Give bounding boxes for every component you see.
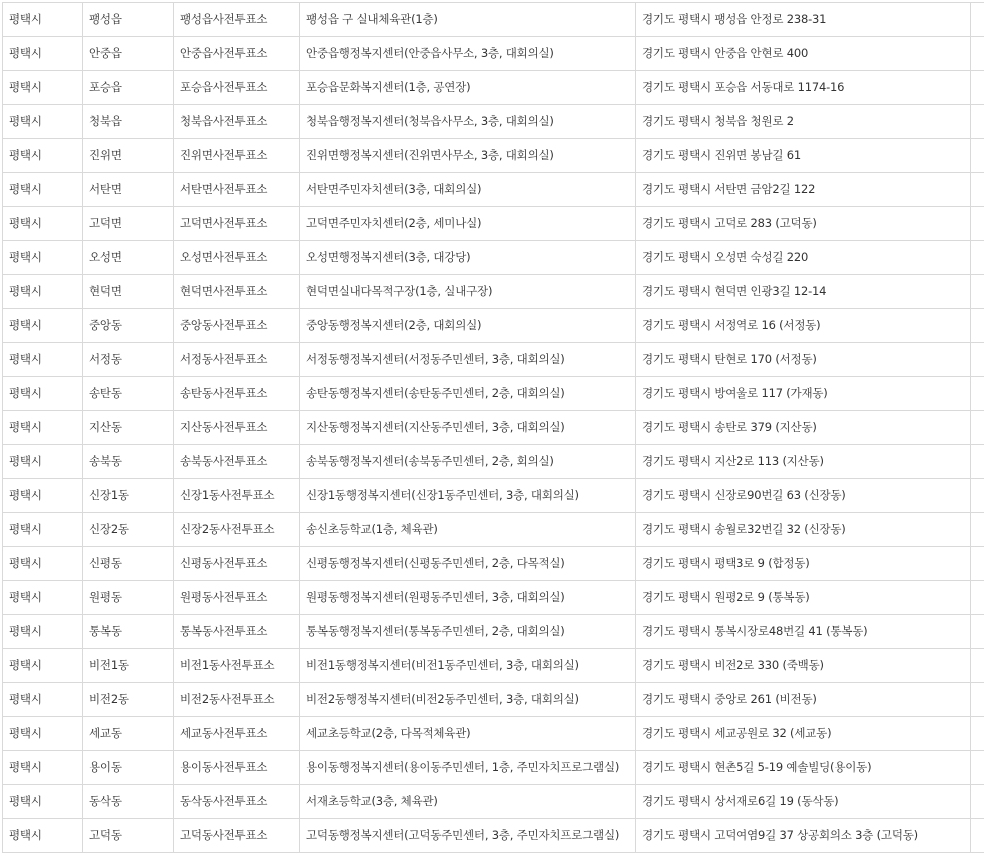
cell-station: 동삭동사전투표소 [174,785,300,819]
cell-city: 평택시 [3,649,83,683]
cell-address: 경기도 평택시 오성면 숙성길 220 [636,241,971,275]
cell-place: 서정동행정복지센터(서정동주민센터, 3층, 대회의실) [300,343,636,377]
cell-city: 평택시 [3,547,83,581]
cell-address: 경기도 평택시 진위면 봉남길 61 [636,139,971,173]
cell-station: 송탄동사전투표소 [174,377,300,411]
cell-city: 평택시 [3,615,83,649]
cell-empty [971,37,984,71]
cell-station: 신장1동사전투표소 [174,479,300,513]
cell-empty [971,343,984,377]
cell-dong: 서정동 [83,343,174,377]
table-row [3,785,984,819]
cell-address: 경기도 평택시 탄현로 170 (서정동) [636,343,971,377]
cell-dong: 팽성읍 [83,3,174,37]
cell-station: 중앙동사전투표소 [174,309,300,343]
cell-dong: 송탄동 [83,377,174,411]
table-row [3,37,984,71]
table-row [3,207,984,241]
cell-dong: 고덕동 [83,819,174,853]
cell-empty [971,649,984,683]
cell-address: 경기도 평택시 송탄로 379 (지산동) [636,411,971,445]
cell-place: 고덕동행정복지센터(고덕동주민센터, 3층, 주민자치프로그램실) [300,819,636,853]
cell-city: 평택시 [3,343,83,377]
cell-dong: 진위면 [83,139,174,173]
cell-city: 평택시 [3,275,83,309]
cell-empty [971,3,984,37]
cell-place: 오성면행정복지센터(3층, 대강당) [300,241,636,275]
cell-place: 원평동행정복지센터(원평동주민센터, 3층, 대회의실) [300,581,636,615]
table-row [3,683,984,717]
table-row [3,275,984,309]
table-row [3,717,984,751]
cell-city: 평택시 [3,3,83,37]
cell-city: 평택시 [3,479,83,513]
cell-empty [971,275,984,309]
cell-place: 진위면행정복지센터(진위면사무소, 3층, 대회의실) [300,139,636,173]
cell-empty [971,71,984,105]
cell-city: 평택시 [3,819,83,853]
cell-station: 고덕동사전투표소 [174,819,300,853]
cell-place: 비전2동행정복지센터(비전2동주민센터, 3층, 대회의실) [300,683,636,717]
cell-station: 세교동사전투표소 [174,717,300,751]
cell-address: 경기도 평택시 포승읍 서동대로 1174-16 [636,71,971,105]
table-row [3,173,984,207]
cell-empty [971,411,984,445]
cell-dong: 청북읍 [83,105,174,139]
cell-station: 원평동사전투표소 [174,581,300,615]
cell-address: 경기도 평택시 서정역로 16 (서정동) [636,309,971,343]
cell-address: 경기도 평택시 방여울로 117 (가재동) [636,377,971,411]
table-row [3,479,984,513]
cell-station: 송북동사전투표소 [174,445,300,479]
cell-address: 경기도 평택시 원평2로 9 (통복동) [636,581,971,615]
cell-address: 경기도 평택시 상서재로6길 19 (동삭동) [636,785,971,819]
cell-empty [971,173,984,207]
cell-empty [971,139,984,173]
cell-station: 오성면사전투표소 [174,241,300,275]
cell-empty [971,581,984,615]
cell-dong: 지산동 [83,411,174,445]
cell-address: 경기도 평택시 청북읍 청원로 2 [636,105,971,139]
cell-empty [971,377,984,411]
cell-station: 지산동사전투표소 [174,411,300,445]
cell-city: 평택시 [3,309,83,343]
cell-place: 안중읍행정복지센터(안중읍사무소, 3층, 대회의실) [300,37,636,71]
cell-place: 신평동행정복지센터(신평동주민센터, 2층, 다목적실) [300,547,636,581]
cell-dong: 신장2동 [83,513,174,547]
cell-city: 평택시 [3,71,83,105]
cell-city: 평택시 [3,751,83,785]
cell-address: 경기도 평택시 현덕면 인광3길 12-14 [636,275,971,309]
cell-empty [971,207,984,241]
cell-dong: 오성면 [83,241,174,275]
cell-place: 중앙동행정복지센터(2층, 대회의실) [300,309,636,343]
cell-city: 평택시 [3,241,83,275]
table-row [3,615,984,649]
table-row [3,445,984,479]
cell-empty [971,479,984,513]
cell-address: 경기도 평택시 신장로90번길 63 (신장동) [636,479,971,513]
cell-place: 서탄면주민자치센터(3층, 대회의실) [300,173,636,207]
cell-empty [971,547,984,581]
cell-address: 경기도 평택시 고덕여염9길 37 상공회의소 3층 (고덕동) [636,819,971,853]
cell-empty [971,785,984,819]
cell-city: 평택시 [3,717,83,751]
cell-empty [971,751,984,785]
table-row [3,411,984,445]
cell-station: 청북읍사전투표소 [174,105,300,139]
cell-city: 평택시 [3,37,83,71]
cell-station: 비전1동사전투표소 [174,649,300,683]
cell-dong: 송북동 [83,445,174,479]
cell-empty [971,683,984,717]
cell-station: 서탄면사전투표소 [174,173,300,207]
cell-address: 경기도 평택시 평택3로 9 (합정동) [636,547,971,581]
cell-dong: 현덕면 [83,275,174,309]
cell-dong: 비전1동 [83,649,174,683]
cell-dong: 원평동 [83,581,174,615]
table-row [3,71,984,105]
table-row [3,649,984,683]
cell-dong: 서탄면 [83,173,174,207]
cell-city: 평택시 [3,139,83,173]
cell-dong: 중앙동 [83,309,174,343]
cell-empty [971,717,984,751]
cell-address: 경기도 평택시 서탄면 금암2길 122 [636,173,971,207]
table-row [3,3,984,37]
cell-city: 평택시 [3,785,83,819]
cell-place: 신장1동행정복지센터(신장1동주민센터, 3층, 대회의실) [300,479,636,513]
table-row [3,377,984,411]
cell-address: 경기도 평택시 중앙로 261 (비전동) [636,683,971,717]
cell-dong: 세교동 [83,717,174,751]
cell-station: 현덕면사전투표소 [174,275,300,309]
cell-empty [971,615,984,649]
cell-city: 평택시 [3,411,83,445]
table-row [3,819,984,853]
cell-place: 세교초등학교(2층, 다목적체육관) [300,717,636,751]
cell-station: 고덕면사전투표소 [174,207,300,241]
cell-station: 비전2동사전투표소 [174,683,300,717]
cell-address: 경기도 평택시 비전2로 330 (죽백동) [636,649,971,683]
cell-station: 팽성읍사전투표소 [174,3,300,37]
cell-station: 통복동사전투표소 [174,615,300,649]
cell-place: 포승읍문화복지센터(1층, 공연장) [300,71,636,105]
table-row [3,513,984,547]
cell-place: 청북읍행정복지센터(청북읍사무소, 3층, 대회의실) [300,105,636,139]
cell-address: 경기도 평택시 현촌5길 5-19 예솔빌딩(용이동) [636,751,971,785]
cell-station: 포승읍사전투표소 [174,71,300,105]
cell-dong: 통복동 [83,615,174,649]
cell-place: 고덕면주민자치센터(2층, 세미나실) [300,207,636,241]
cell-dong: 용이동 [83,751,174,785]
cell-empty [971,309,984,343]
cell-empty [971,445,984,479]
cell-dong: 신평동 [83,547,174,581]
cell-place: 팽성읍 구 실내체육관(1층) [300,3,636,37]
cell-place: 송북동행정복지센터(송북동주민센터, 2층, 회의실) [300,445,636,479]
cell-city: 평택시 [3,207,83,241]
cell-city: 평택시 [3,683,83,717]
cell-station: 신장2동사전투표소 [174,513,300,547]
cell-address: 경기도 평택시 송월로32번길 32 (신장동) [636,513,971,547]
cell-place: 서재초등학교(3층, 체육관) [300,785,636,819]
cell-place: 송신초등학교(1층, 체육관) [300,513,636,547]
table-row [3,105,984,139]
cell-address: 경기도 평택시 세교공원로 32 (세교동) [636,717,971,751]
cell-city: 평택시 [3,377,83,411]
cell-dong: 고덕면 [83,207,174,241]
cell-dong: 동삭동 [83,785,174,819]
cell-empty [971,241,984,275]
cell-address: 경기도 평택시 고덕로 283 (고덕동) [636,207,971,241]
cell-place: 지산동행정복지센터(지산동주민센터, 3층, 대회의실) [300,411,636,445]
cell-place: 현덕면실내다목적구장(1층, 실내구장) [300,275,636,309]
table-row [3,309,984,343]
table-row [3,581,984,615]
cell-city: 평택시 [3,581,83,615]
cell-empty [971,513,984,547]
table-row [3,139,984,173]
polling-station-table [2,2,984,853]
cell-place: 비전1동행정복지센터(비전1동주민센터, 3층, 대회의실) [300,649,636,683]
cell-dong: 비전2동 [83,683,174,717]
cell-place: 송탄동행정복지센터(송탄동주민센터, 2층, 대회의실) [300,377,636,411]
cell-place: 용이동행정복지센터(용이동주민센터, 1층, 주민자치프로그램실) [300,751,636,785]
cell-address: 경기도 평택시 팽성읍 안정로 238-31 [636,3,971,37]
cell-empty [971,105,984,139]
cell-station: 안중읍사전투표소 [174,37,300,71]
cell-city: 평택시 [3,173,83,207]
table-row [3,547,984,581]
table-body [3,3,984,853]
cell-station: 진위면사전투표소 [174,139,300,173]
table-row [3,241,984,275]
cell-station: 서정동사전투표소 [174,343,300,377]
cell-place: 통복동행정복지센터(통복동주민센터, 2층, 대회의실) [300,615,636,649]
cell-dong: 신장1동 [83,479,174,513]
cell-city: 평택시 [3,445,83,479]
cell-address: 경기도 평택시 안중읍 안현로 400 [636,37,971,71]
cell-city: 평택시 [3,105,83,139]
cell-station: 신평동사전투표소 [174,547,300,581]
cell-station: 용이동사전투표소 [174,751,300,785]
table-row [3,751,984,785]
cell-dong: 안중읍 [83,37,174,71]
cell-city: 평택시 [3,513,83,547]
table-row [3,343,984,377]
cell-dong: 포승읍 [83,71,174,105]
cell-address: 경기도 평택시 통복시장로48번길 41 (통복동) [636,615,971,649]
cell-empty [971,819,984,853]
cell-address: 경기도 평택시 지산2로 113 (지산동) [636,445,971,479]
